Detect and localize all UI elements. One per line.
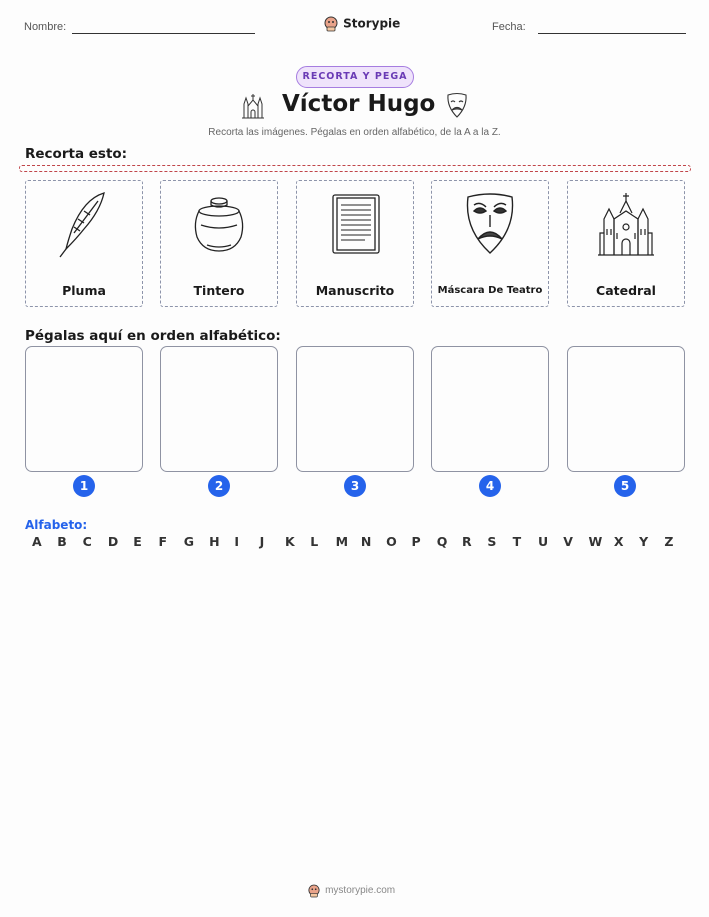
alphabet-letter: J bbox=[259, 534, 265, 549]
activity-badge: RECORTA Y PEGA bbox=[296, 66, 414, 88]
slot-number-1: 1 bbox=[73, 475, 95, 497]
alphabet-letter: Z bbox=[664, 534, 674, 549]
card-tintero[interactable] bbox=[160, 180, 278, 307]
slot-number-5: 5 bbox=[614, 475, 636, 497]
date-field[interactable] bbox=[538, 33, 686, 34]
alphabet-letter: R bbox=[462, 534, 472, 549]
card-pluma[interactable] bbox=[25, 180, 143, 307]
storypie-logo-icon bbox=[308, 884, 320, 898]
footer-url[interactable]: mystorypie.com bbox=[325, 885, 396, 896]
alphabet-letter: B bbox=[57, 534, 67, 549]
name-field[interactable] bbox=[72, 33, 255, 34]
alphabet-letter: S bbox=[487, 534, 497, 549]
alphabet-letter: F bbox=[158, 534, 168, 549]
date-label: Fecha: bbox=[492, 21, 526, 33]
manuscript-icon bbox=[325, 189, 385, 259]
brand-logo bbox=[324, 13, 400, 32]
alphabet-letter: Y bbox=[639, 534, 649, 549]
alphabet-letter: E bbox=[133, 534, 142, 549]
slot-number-3: 3 bbox=[344, 475, 366, 497]
footer bbox=[308, 880, 395, 899]
card-mascara[interactable] bbox=[431, 180, 549, 307]
alphabet-letter: V bbox=[563, 534, 573, 549]
card-catedral[interactable] bbox=[567, 180, 685, 307]
alphabet-letter: M bbox=[335, 534, 349, 549]
card-label: Manuscrito bbox=[315, 283, 395, 298]
slot-number-2: 2 bbox=[208, 475, 230, 497]
paste-slot-1[interactable] bbox=[25, 346, 143, 472]
alphabet-letter: H bbox=[209, 534, 220, 549]
theater-mask-icon bbox=[460, 189, 520, 259]
alphabet-letter: K bbox=[284, 534, 295, 549]
name-label: Nombre: bbox=[24, 21, 67, 33]
paste-slot-4[interactable] bbox=[431, 346, 549, 472]
card-label: Pluma bbox=[62, 283, 106, 298]
alphabet-letter: O bbox=[386, 534, 397, 549]
slot-number-4: 4 bbox=[479, 475, 501, 497]
paste-slot-5[interactable] bbox=[567, 346, 685, 472]
mask-title-icon bbox=[445, 91, 469, 119]
card-label: Catedral bbox=[596, 283, 656, 298]
card-label: Tintero bbox=[193, 283, 245, 298]
card-label: Máscara De Teatro bbox=[437, 285, 543, 296]
alphabet-row bbox=[32, 534, 690, 549]
alphabet-heading: Alfabeto: bbox=[25, 518, 88, 532]
alphabet-letter: X bbox=[613, 534, 624, 549]
paste-slot-3[interactable] bbox=[296, 346, 414, 472]
alphabet-letter: L bbox=[310, 534, 319, 549]
alphabet-letter: N bbox=[360, 534, 372, 549]
alphabet-letter: W bbox=[588, 534, 603, 549]
alphabet-letter: D bbox=[107, 534, 119, 549]
alphabet-letter: P bbox=[411, 534, 421, 549]
brand-name: Storypie bbox=[343, 16, 401, 31]
alphabet-letter: T bbox=[512, 534, 522, 549]
cut-line bbox=[19, 165, 691, 172]
quill-icon bbox=[54, 189, 114, 259]
alphabet-letter: U bbox=[537, 534, 549, 549]
alphabet-letter: G bbox=[183, 534, 195, 549]
alphabet-letter: A bbox=[32, 534, 42, 549]
cathedral-icon bbox=[596, 189, 656, 259]
alphabet-letter: I bbox=[234, 534, 240, 549]
card-manuscrito[interactable] bbox=[296, 180, 414, 307]
instructions: Recorta las imágenes. Pégalas en orden alfabético, de la A a la Z. bbox=[208, 127, 501, 138]
paste-section-heading: Pégalas aquí en orden alfabético: bbox=[25, 328, 281, 344]
cathedral-title-icon bbox=[240, 92, 266, 120]
storypie-logo-icon bbox=[324, 16, 338, 32]
alphabet-letter: Q bbox=[436, 534, 448, 549]
paste-slot-2[interactable] bbox=[160, 346, 278, 472]
cut-section-heading: Recorta esto: bbox=[25, 146, 128, 162]
inkwell-icon bbox=[189, 189, 249, 259]
page-title: Víctor Hugo bbox=[282, 91, 436, 117]
alphabet-letter: C bbox=[82, 534, 92, 549]
